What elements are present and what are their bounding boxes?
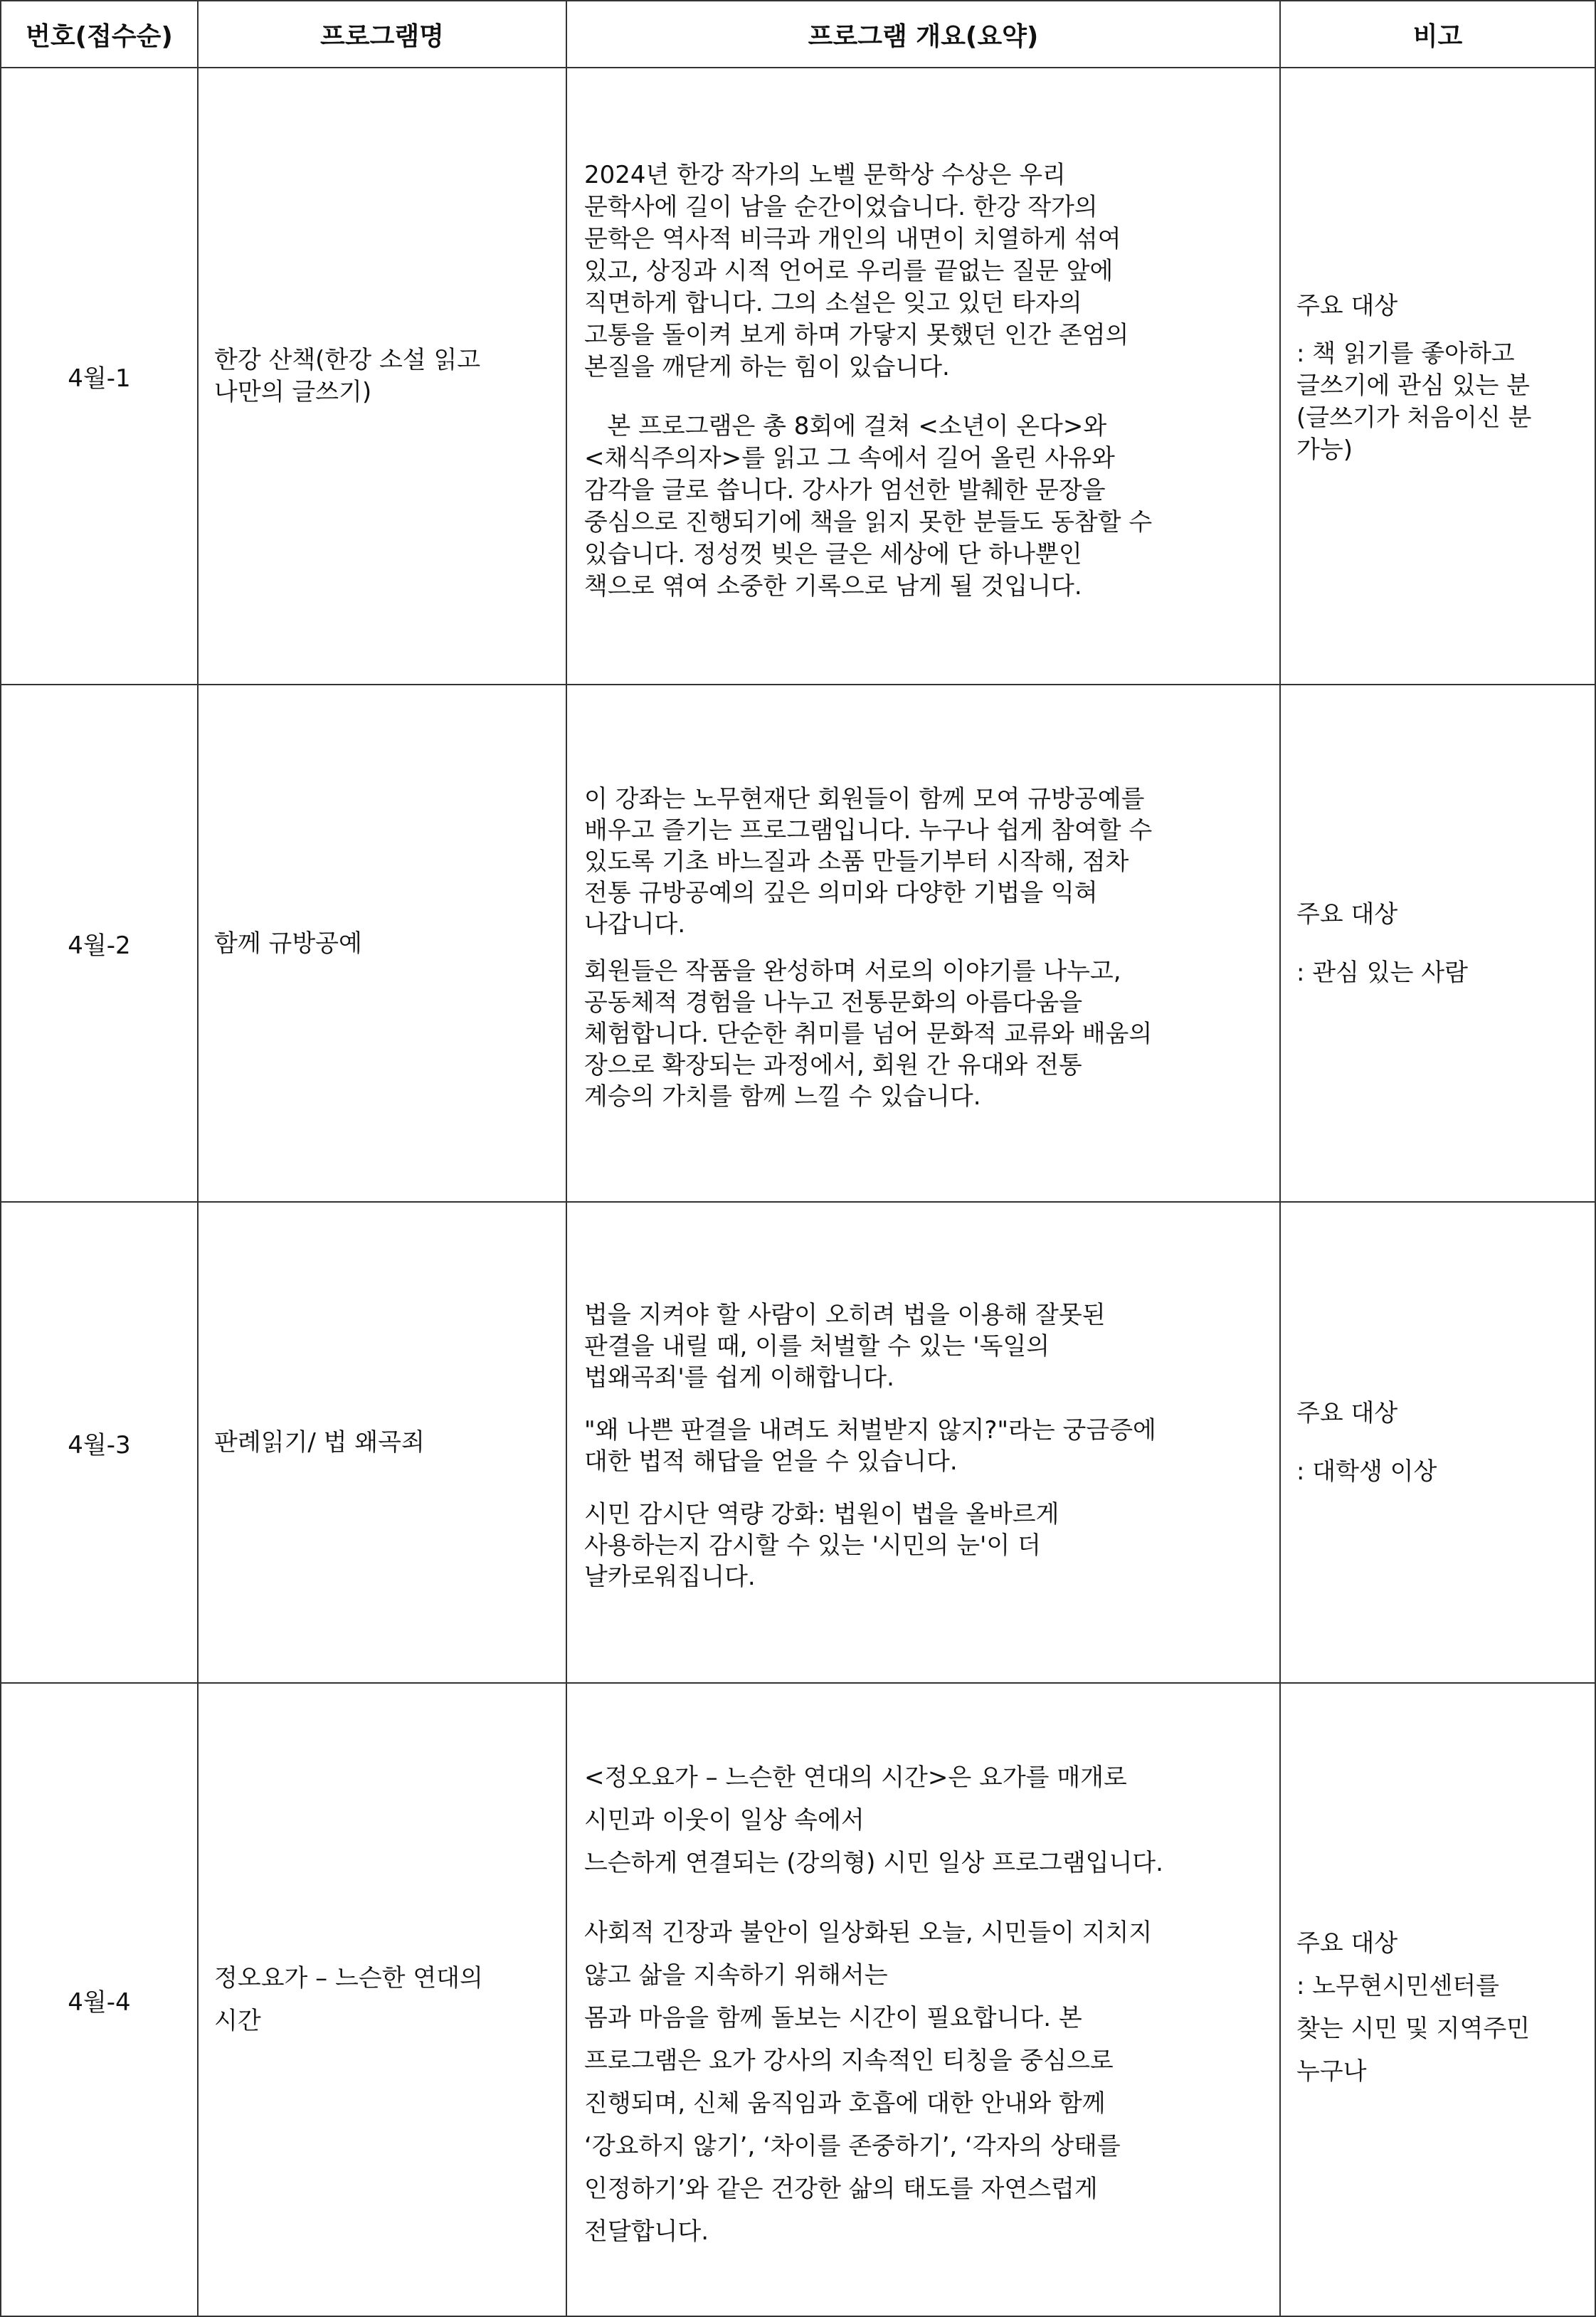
summary-line: 배우고 즐기는 프로그램입니다. 누구나 쉽게 참여할 수 <box>584 816 1153 845</box>
summary-line: 몸과 마음을 함께 돌보는 시간이 필요합니다. 본 <box>584 2004 1082 2032</box>
row-number: 4월-3 <box>1 1202 198 1683</box>
summary-line: 시민 감시단 역량 강화: 법원이 법을 올바르게 <box>584 1500 1059 1529</box>
summary-line: 판결을 내릴 때, 이를 처벌할 수 있는 '독일의 <box>584 1332 1050 1361</box>
summary-paragraph <box>584 1299 1267 1393</box>
summary-line: 인정하기’와 같은 건강한 삶의 태도를 자연스럽게 <box>584 2175 1098 2203</box>
summary-paragraph <box>584 1911 1267 2253</box>
summary-line: 있고, 상징과 시적 언어로 우리를 끝없는 질문 앞에 <box>584 257 1114 285</box>
header-note: 비고 <box>1280 1 1595 68</box>
note-label: 주요 대상 <box>1296 1399 1398 1427</box>
summary-paragraph <box>584 1499 1267 1593</box>
program-name-line: 나만의 글쓰기) <box>214 377 372 406</box>
program-summary <box>566 68 1280 685</box>
header-number: 번호(접수순) <box>1 1 198 68</box>
note-label: 주요 대상 <box>1296 292 1398 320</box>
summary-line: 법을 지켜야 할 사람이 오히려 법을 이용해 잘못된 <box>584 1301 1106 1329</box>
summary-line: 체험합니다. 단순한 취미를 넘어 문화적 교류와 배움의 <box>584 1019 1153 1048</box>
header-row <box>1 1 1595 68</box>
note-cell <box>1280 1202 1595 1683</box>
summary-line: 본질을 깨닫게 하는 힘이 있습니다. <box>584 353 950 381</box>
summary-line: 감각을 글로 씁니다. 강사가 엄선한 발췌한 문장을 <box>584 476 1106 505</box>
program-summary <box>566 1683 1280 2316</box>
summary-line: 시민과 이웃이 일상 속에서 <box>584 1806 865 1835</box>
program-name <box>198 1683 566 2316</box>
program-summary <box>566 1202 1280 1683</box>
note-label: 주요 대상 <box>1296 1929 1398 1958</box>
table-row <box>1 68 1595 685</box>
summary-line: 법왜곡죄'를 쉽게 이해합니다. <box>584 1363 894 1392</box>
summary-paragraph <box>584 783 1267 940</box>
note-line: : 노무현시민센터를 <box>1296 1972 1500 2000</box>
summary-line: 이 강좌는 노무현재단 회원들이 함께 모여 규방공예를 <box>584 784 1145 813</box>
header-program-summary: 프로그램 개요(요약) <box>566 1 1280 68</box>
summary-paragraph <box>584 1756 1267 1884</box>
note-line: 글쓰기에 관심 있는 분 <box>1296 371 1531 400</box>
summary-line: 진행되며, 신체 움직임과 호흡에 대한 안내와 함께 <box>584 2089 1106 2118</box>
summary-paragraph <box>584 956 1267 1112</box>
summary-line: <채식주의자>를 읽고 그 속에서 길어 올린 사유와 <box>584 444 1115 473</box>
note-cell <box>1280 1683 1595 2316</box>
summary-paragraph <box>584 159 1267 384</box>
program-name-line: 한강 산책(한강 소설 읽고 <box>214 345 481 374</box>
summary-paragraph <box>584 411 1267 603</box>
table-row <box>1 1202 1595 1683</box>
row-number: 4월-1 <box>1 68 198 685</box>
note-label: 주요 대상 <box>1296 899 1398 929</box>
note-line: : 책 읽기를 좋아하고 <box>1296 339 1515 368</box>
summary-line: 전달합니다. <box>584 2217 709 2246</box>
program-name-line: 정오요가 – 느슨한 연대의 <box>214 1964 483 1993</box>
note-line: : 관심 있는 사람 <box>1296 958 1468 987</box>
program-name-line: 함께 규방공예 <box>214 929 362 958</box>
note-line: : 대학생 이상 <box>1296 1457 1437 1486</box>
summary-line: 사용하는지 감시할 수 있는 '시민의 눈'이 더 <box>584 1531 1041 1560</box>
row-number: 4월-4 <box>1 1683 198 2316</box>
program-summary <box>566 685 1280 1202</box>
summary-line: 회원들은 작품을 완성하며 서로의 이야기를 나누고, <box>584 956 1121 986</box>
program-name <box>198 68 566 685</box>
note-line: 가능) <box>1296 436 1353 464</box>
summary-line: 고통을 돌이켜 보게 하며 가닿지 못했던 인간 존엄의 <box>584 321 1129 349</box>
row-number: 4월-2 <box>1 685 198 1202</box>
program-name <box>198 685 566 1202</box>
summary-line: 직면하게 합니다. 그의 소설은 잊고 있던 타자의 <box>584 289 1082 317</box>
summary-line: 전통 규방공예의 깊은 의미와 다양한 기법을 익혀 <box>584 878 1098 907</box>
summary-line: 문학사에 길이 남을 순간이었습니다. 한강 작가의 <box>584 193 1098 221</box>
summary-line: 대한 법적 해답을 얻을 수 있습니다. <box>584 1447 958 1476</box>
note-line: 찾는 시민 및 지역주민 <box>1296 2015 1531 2043</box>
table-row <box>1 685 1595 1202</box>
summary-line: 있도록 기초 바느질과 소품 만들기부터 시작해, 점차 <box>584 847 1129 876</box>
note-line: 누구나 <box>1296 2057 1367 2086</box>
summary-paragraph <box>584 1415 1267 1477</box>
summary-line: 계승의 가치를 함께 느낄 수 있습니다. <box>584 1082 981 1111</box>
summary-line: 느슨하게 연결되는 (강의형) 시민 일상 프로그램입니다. <box>584 1849 1163 1877</box>
summary-line: 문학은 역사적 비극과 개인의 내면이 치열하게 섞여 <box>584 225 1121 253</box>
program-name-line: 판례읽기/ 법 왜곡죄 <box>214 1428 425 1457</box>
summary-line: 있습니다. 정성껏 빚은 글은 세상에 단 하나뿐인 <box>584 540 1082 569</box>
summary-line: 책으로 엮여 소중한 기록으로 남게 될 것입니다. <box>584 572 1082 601</box>
summary-line: <정오요가 – 느슨한 연대의 시간>은 요가를 매개로 <box>584 1763 1127 1792</box>
summary-line: 본 프로그램은 총 8회에 걸쳐 <소년이 온다>와 <box>584 412 1107 440</box>
note-cell <box>1280 685 1595 1202</box>
summary-line: 중심으로 진행되기에 책을 읽지 못한 분들도 동참할 수 <box>584 508 1153 537</box>
program-name <box>198 1202 566 1683</box>
summary-line: 나갑니다. <box>584 909 686 939</box>
summary-line: "왜 나쁜 판결을 내려도 처벌받지 않지?"라는 궁금증에 <box>584 1416 1156 1445</box>
note-cell <box>1280 68 1595 685</box>
summary-line: 2024년 한강 작가의 노벨 문학상 수상은 우리 <box>584 161 1066 189</box>
summary-line: 않고 삶을 지속하기 위해서는 <box>584 1961 888 1990</box>
table-row <box>1 1683 1595 2316</box>
summary-line: 프로그램은 요가 강사의 지속적인 티칭을 중심으로 <box>584 2047 1114 2075</box>
summary-line: 날카로워집니다. <box>584 1563 756 1591</box>
summary-line: 사회적 긴장과 불안이 일상화된 오늘, 시민들이 지치지 <box>584 1918 1153 1947</box>
summary-line: 공동체적 경험을 나누고 전통문화의 아름다움을 <box>584 988 1083 1017</box>
note-line: (글쓰기가 처음이신 분 <box>1296 403 1532 432</box>
header-program-name: 프로그램명 <box>198 1 566 68</box>
summary-line: ‘강요하지 않기’, ‘차이를 존중하기’, ‘각자의 상태를 <box>584 2132 1121 2160</box>
summary-line: 장으로 확장되는 과정에서, 회원 간 유대와 전통 <box>584 1050 1082 1080</box>
program-name-line: 시간 <box>214 2007 261 2035</box>
